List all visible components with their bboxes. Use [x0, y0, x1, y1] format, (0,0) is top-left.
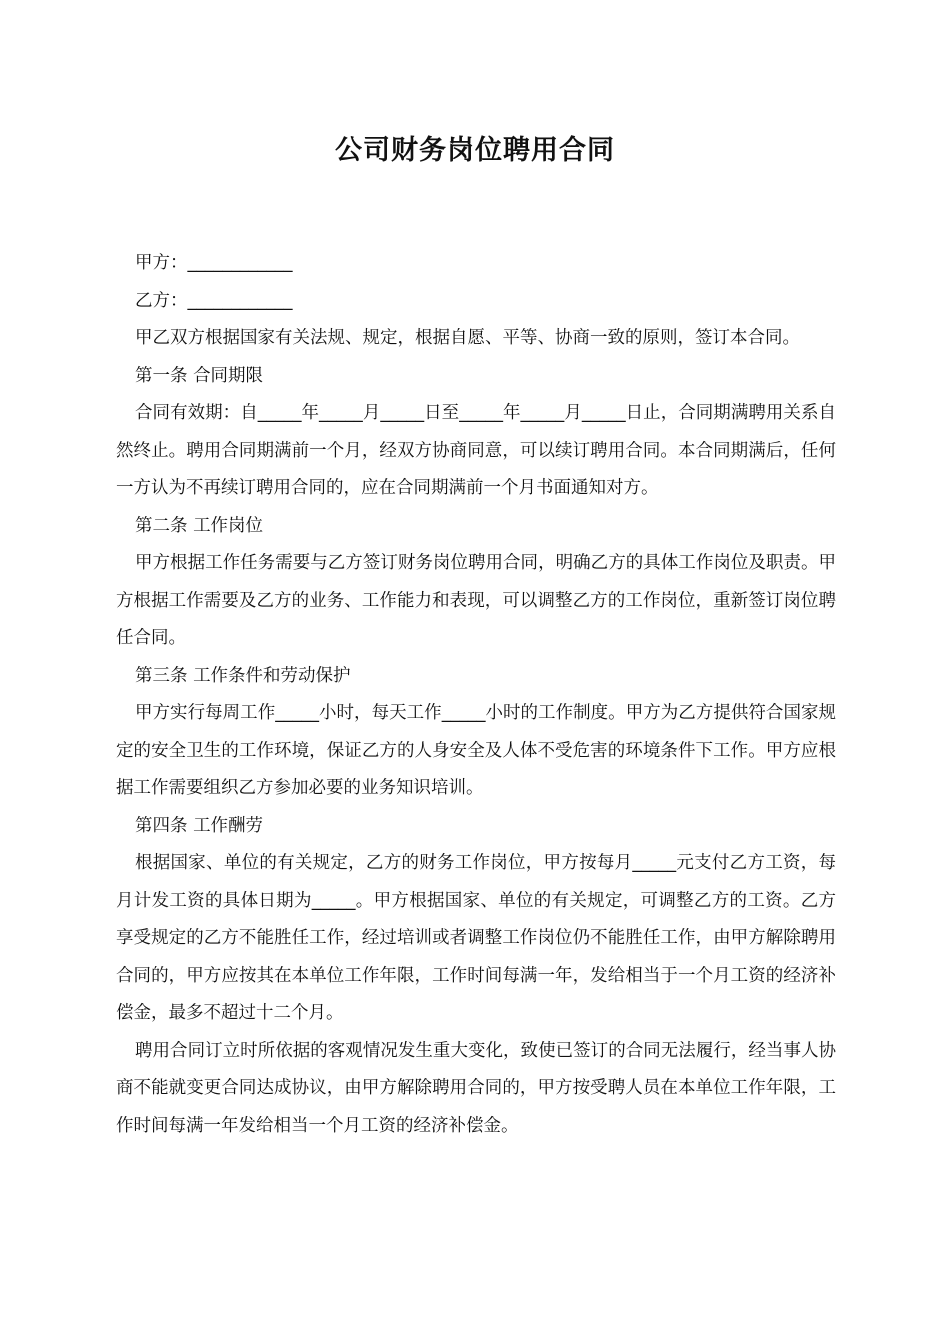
- article-2-paragraph: 甲方根据工作任务需要与乙方签订财务岗位聘用合同，明确乙方的具体工作岗位及职责。甲方根据工作需要及乙方的业务、工作能力和表现，可以调整乙方的工作岗位，重新签订岗位聘任合同。: [116, 553, 836, 648]
- article-3-paragraph: 甲方实行每周工作_____小时，每天工作_____小时的工作制度。甲方为乙方提供符合国家规定的安全卫生的工作环境，保证乙方的人身安全及人体不受危害的环境条件下工作。甲方应根据工作需要组织乙方参加必要的业务知识培训。: [116, 703, 836, 798]
- article-4-paragraph-2: 聘用合同订立时所依据的客观情况发生重大变化，致使已签订的合同无法履行，经当事人协商不能就变更合同达成协议，由甲方解除聘用合同的，甲方按受聘人员在本单位工作年限，工作时间每满一年发给相当一个月工资的经济补偿金。: [116, 1040, 836, 1136]
- document-title: 公司财务岗位聘用合同: [335, 135, 615, 166]
- preamble-paragraph: 甲乙双方根据国家有关法规、规定，根据自愿、平等、协商一致的原则，签订本合同。: [135, 328, 800, 348]
- party-b-line: 乙方：____________: [135, 290, 293, 311]
- article-4-heading: 第四条 工作酬劳: [135, 815, 264, 836]
- article-2-heading: 第二条 工作岗位: [135, 515, 264, 536]
- document-body: [116, 245, 836, 1145]
- article-1-heading: 第一条 合同期限: [135, 365, 264, 386]
- party-a-line: 甲方：____________: [135, 253, 293, 273]
- article-1-paragraph: 合同有效期：自_____年_____月_____日至_____年_____月_____日止，合同期满聘用关系自然终止。聘用合同期满前一个月，经双方协商同意，可以续订聘用合同。本合同期满后，任何一方认为不再续订聘用合同的，应在合同期满前一个月书面通知对方。: [116, 403, 836, 498]
- article-4-paragraph: 根据国家、单位的有关规定，乙方的财务工作岗位，甲方按每月_____元支付乙方工资，每月计发工资的具体日期为_____。甲方根据国家、单位的有关规定，可调整乙方的工资。乙方享受规定的乙方不能胜任工作，经过培训或者调整工作岗位仍不能胜任工作，由甲方解除聘用合同的，甲方应按其在本单位工作年限，工作时间每满一年，发给相当于一个月工资的经济补偿金，最多不超过十二个月。: [116, 853, 836, 1023]
- article-3-heading: 第三条 工作条件和劳动保护: [135, 665, 351, 686]
